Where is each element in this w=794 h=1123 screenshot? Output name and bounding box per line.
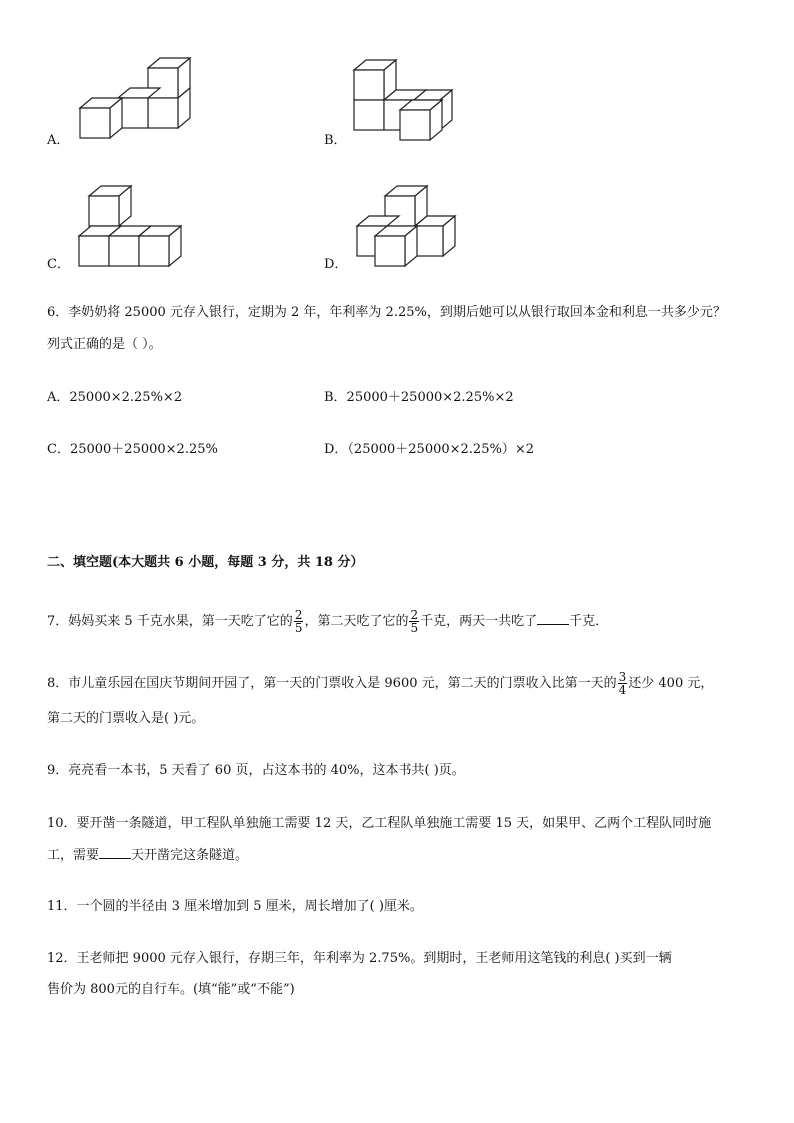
- q6-option-a: A．25000×2.25%×2: [47, 390, 183, 405]
- q7-answer-blank[interactable]: [537, 612, 569, 625]
- q7-fraction-2-denominator: 5: [410, 621, 419, 635]
- q6-option-b: B．25000＋25000×2.25%×2: [324, 390, 514, 405]
- option-label-a: A．: [47, 133, 70, 148]
- q8-fraction-numerator: 3: [618, 670, 627, 684]
- option-label-b: B．: [324, 133, 347, 148]
- q7-text-3: 千克，两天一共吃了: [420, 614, 538, 629]
- q10-text-2: 天开凿完这条隧道。: [131, 848, 249, 863]
- q8-line2: 第二天的门票收入是( )元。: [47, 711, 205, 726]
- cube-figure-a: [76, 56, 196, 136]
- q10-line1: 10．要开凿一条隧道，甲工程队单独施工需要 12 天，乙工程队单独施工需要 15 天，如果甲、乙两个工程队同时施: [47, 816, 712, 831]
- section-heading-fill-in: 二、填空题(本大题共 6 小题，每题 3 分，共 18 分）: [47, 555, 364, 570]
- cube-figure-d: [355, 184, 465, 270]
- q12-line2: 售价为 800元的自行车。(填“能”或“不能”): [47, 982, 295, 997]
- q8-line1: [47, 671, 713, 697]
- q7-text-4: 千克．: [569, 614, 609, 629]
- q6-option-d: D．（25000＋25000×2.25%）×2: [324, 442, 534, 457]
- q7-fraction-1-numerator: 2: [294, 608, 303, 622]
- q8-text-2: 还少 400 元，: [628, 676, 714, 691]
- q10-text-1: 工，需要: [47, 848, 100, 863]
- q6-option-c: C．25000＋25000×2.25%: [47, 442, 218, 457]
- q7-text-2: ，第二天吃了它的: [304, 614, 409, 629]
- q7-fraction-1: [294, 609, 304, 634]
- q8-fraction: [618, 671, 628, 696]
- q7-fraction-1-denominator: 5: [294, 621, 303, 635]
- option-label-d: D．: [324, 257, 348, 272]
- q10-answer-blank[interactable]: [99, 846, 131, 859]
- q10-line2: [47, 846, 248, 865]
- cube-figure-c: [77, 184, 197, 268]
- cube-figure-b: [352, 58, 462, 140]
- q12-line1: 12．王老师把 9000 元存入银行，存期三年，年利率为 2.75%。到期时，王老师用这笔钱的利息( )买到一辆: [47, 951, 672, 966]
- q6-stem-line1: 6．李奶奶将 25000 元存入银行，定期为 2 年，年利率为 2.25%，到期后她可以从银行取回本金和利息一共多少元？: [47, 305, 726, 320]
- q7-text-1: 7．妈妈买来 5 千克水果，第一天吃了它的: [47, 614, 293, 629]
- q8-text-1: 8．市儿童乐园在国庆节期间开园了，第一天的门票收入是 9600 元，第二天的门票收入比第一天的: [47, 676, 617, 691]
- q7: [47, 609, 608, 635]
- option-label-c: C．: [47, 257, 70, 272]
- q7-fraction-2-numerator: 2: [410, 608, 419, 622]
- q9: 9．亮亮看一本书，5 天看了 60 页，占这本书的 40%，这本书共( )页。: [47, 763, 465, 778]
- q7-fraction-2: [409, 609, 419, 634]
- q11: 11．一个圆的半径由 3 厘米增加到 5 厘米，周长增加了( )厘米。: [47, 899, 423, 914]
- q6-stem-line2: 列式正确的是（ ）。: [47, 337, 162, 352]
- q8-fraction-denominator: 4: [618, 683, 627, 697]
